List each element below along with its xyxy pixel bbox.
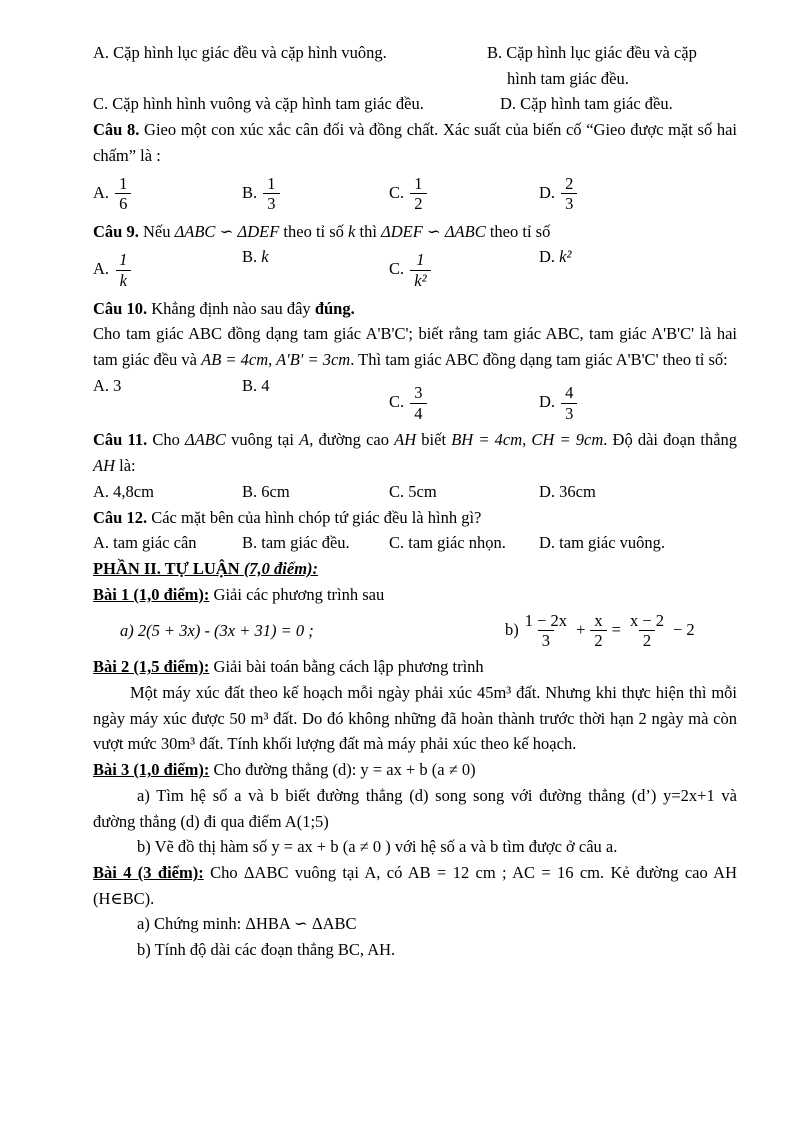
q8-option-a <box>93 174 242 215</box>
fraction <box>410 383 426 424</box>
q12-options <box>93 530 737 556</box>
q9-math: ΔABC ∽ ΔDEF <box>174 222 280 242</box>
q11-option-a: A. 4,8cm <box>93 481 154 501</box>
bai1-equation-a: a) 2(5 + 3x) - (3x + 31) = 0 ; <box>120 620 314 640</box>
numerator: 1 <box>416 250 425 269</box>
q12-option-c: C. tam giác nhọn. <box>389 533 506 553</box>
q9-text: theo tỉ số <box>489 222 551 242</box>
q11-options <box>93 479 737 505</box>
q7-option-b-continued <box>507 66 737 92</box>
bai4-part-a: a) Chứng minh: ΔHBA ∽ ΔABC <box>137 914 357 934</box>
option-text <box>539 383 579 424</box>
minus-term: − 2 <box>673 619 695 639</box>
option-label: A. <box>93 182 110 202</box>
option-text <box>242 247 269 266</box>
q11-text: , <box>522 430 527 450</box>
q11-math: ΔABC <box>185 430 226 450</box>
q10-question <box>93 296 737 322</box>
q11-text: Cho <box>152 430 180 450</box>
section2-points: (7,0 điểm): <box>243 559 319 579</box>
q9-options <box>93 245 737 296</box>
q11-option-b: B. 6cm <box>242 481 290 501</box>
option-label: C. <box>389 182 405 202</box>
fraction <box>626 611 668 652</box>
q12-text: Các mặt bên của hình chóp tứ giác đều là hình gì? <box>151 507 482 527</box>
denominator: 6 <box>115 193 131 214</box>
q10-body <box>93 321 737 372</box>
denominator: 3 <box>561 193 577 214</box>
q8-label: Câu 8. <box>93 120 140 140</box>
q11-text: . Độ dài đoạn thẳng <box>603 430 738 450</box>
bai3-header: Bài 3 (1,0 điểm): <box>93 760 210 780</box>
bai3-part-b: b) Vẽ đồ thị hàm số y = ax + b (a ≠ 0 ) với hệ số a và b tìm được ở câu a. <box>137 837 618 857</box>
q9-math: ΔDEF ∽ ΔABC <box>381 222 486 242</box>
numerator: 2 <box>565 173 574 193</box>
bai2-body: Một máy xúc đất theo kế hoạch mỗi ngày phải xúc 45m³ đất. Nhưng khi thực hiện thì mỗi ngày máy xúc được 50 m³ đất. Do đó không những đã hoàn thành trước thời hạn 2 ngày mà còn vượt mức 30m³ đất. Tính khối lượng đất mà máy phải xúc theo kế hoạch. <box>93 682 737 754</box>
q11-text: vuông tại <box>231 430 294 450</box>
q10-text: Khẳng định nào sau đây <box>151 298 311 318</box>
numerator: 3 <box>414 382 423 402</box>
q10-option-a: A. 3 <box>93 375 122 395</box>
denominator: 2 <box>410 193 426 214</box>
q7-option-d: D. Cặp hình tam giác đều. <box>500 94 673 114</box>
fraction <box>561 383 577 424</box>
q8-option-b <box>242 174 389 215</box>
q12-option-d: D. tam giác vuông. <box>539 533 666 553</box>
fraction <box>115 250 131 291</box>
option-label: B. <box>242 247 258 267</box>
q7-option-b-text: hình tam giác đều. <box>507 68 629 88</box>
q10-option-d <box>539 373 579 423</box>
q11-option-c: C. 5cm <box>389 481 437 501</box>
q10-options <box>93 373 737 428</box>
option-value: k² <box>559 247 572 267</box>
q12-option-a: A. tam giác cân <box>93 533 197 553</box>
option-label: B. <box>242 182 258 202</box>
fraction <box>410 250 430 291</box>
q8-question <box>93 117 737 168</box>
q9-option-d <box>539 247 572 283</box>
bai4-header-line <box>93 860 737 911</box>
q11-text: biết <box>421 430 447 450</box>
denominator: 2 <box>639 630 655 651</box>
bai4-text: Cho ΔABC vuông tại A, có AB = 12 cm ; AC = 16 cm. Kẻ đường cao AH (H∈BC). <box>93 863 738 908</box>
option-label: D. <box>539 247 556 267</box>
numerator: 4 <box>565 382 574 402</box>
q11-label: Câu 11. <box>93 430 148 450</box>
option-label: C. <box>389 259 405 279</box>
q11-math: AH <box>93 456 115 476</box>
denominator: 3 <box>263 193 279 214</box>
section2-title-text: PHẦN II. TỰ LUẬN <box>93 559 240 579</box>
option-text <box>539 247 571 266</box>
section2-title <box>93 559 318 578</box>
q11-math: A <box>299 430 310 450</box>
q11-math: AH <box>394 430 417 450</box>
bai3-part-a: a) Tìm hệ số a và b biết đường thẳng (d) song song với đường thẳng (d’) y=2x+1 và đường thẳng (d) đi qua điểm A(1;5) <box>93 785 737 831</box>
q10-body-text: . Thì tam giác ABC đồng dạng tam giác A'B'C' theo tỉ số: <box>350 350 728 370</box>
q12-option-b: B. tam giác đều. <box>242 533 350 553</box>
q11-option-d: D. 36cm <box>539 481 596 501</box>
q9-option-a <box>93 250 242 291</box>
denominator: k <box>116 270 131 291</box>
q7-option-c: C. Cặp hình hình vuông và cặp hình tam giác đều. <box>93 94 424 114</box>
section2-header <box>93 556 737 582</box>
q9-math: k <box>348 222 356 242</box>
option-text <box>389 383 429 424</box>
bai1-text: Giải các phương trình sau <box>213 584 385 604</box>
option-label: A. <box>93 259 110 279</box>
fraction <box>590 611 606 652</box>
fraction <box>115 174 131 215</box>
denominator: 4 <box>410 403 426 424</box>
bai1-header-line <box>93 582 737 608</box>
numerator: 1 <box>119 173 128 193</box>
q10-body-text: Cho tam giác ABC đồng dạng tam giác A'B'C'; biết rằng tam giác ABC, tam giác A'B'C' là hai tam giác đều và <box>93 324 737 370</box>
option-value: k <box>261 247 269 267</box>
option-label: D. <box>539 182 556 202</box>
option-label: C. <box>389 391 405 411</box>
q8-option-c <box>389 174 539 215</box>
bai4-header: Bài 4 (3 điểm): <box>93 863 204 882</box>
q12-question <box>93 505 737 531</box>
bai4-part-b: b) Tính độ dài các đoạn thẳng BC, AH. <box>137 940 396 960</box>
q9-text: theo tỉ số <box>283 222 344 242</box>
bai2-header: Bài 2 (1,5 điểm): <box>93 657 210 677</box>
bai2-text: Giải bài toán bằng cách lập phương trình <box>213 657 484 677</box>
denominator: 2 <box>590 630 606 651</box>
q9-label: Câu 9. <box>93 222 139 242</box>
q8-text: Gieo một con xúc xắc cân đối và đồng chất. Xác suất của biến cố “Gieo được mặt số hai chấm” là : <box>93 120 738 165</box>
bai3-text: Cho đường thẳng (d): y = ax + b (a ≠ 0) <box>213 760 476 780</box>
q11-math: BH = 4cm <box>451 430 523 450</box>
numerator: 1 − 2x <box>524 610 568 630</box>
fraction <box>561 174 577 215</box>
q11-math: CH = 9cm <box>531 430 604 450</box>
equation-b-label: b) <box>505 619 519 639</box>
numerator: 1 <box>119 250 128 269</box>
denominator: 3 <box>561 403 577 424</box>
q10-math: AB = 4cm, A'B' = 3cm <box>201 350 351 370</box>
fraction <box>410 174 426 215</box>
q10-option-b: B. 4 <box>242 375 270 395</box>
option-label: D. <box>539 391 556 411</box>
numerator: 1 <box>414 173 423 193</box>
q8-option-d <box>539 174 579 215</box>
bai1-equations <box>93 611 737 652</box>
q7-option-a: A. Cặp hình lục giác đều và cặp hình vuông. <box>93 43 387 62</box>
q10-label: Câu 10. <box>93 298 148 318</box>
bai1-equation-b <box>505 611 698 652</box>
q9-question <box>93 219 737 245</box>
q11-text: là: <box>119 456 136 476</box>
denominator: k² <box>410 270 430 291</box>
q9-option-c <box>389 250 539 291</box>
q9-text: thì <box>359 222 377 242</box>
bai1-header: Bài 1 (1,0 điểm): <box>93 584 210 604</box>
bai2-header-line <box>93 654 737 680</box>
equals-operator: = <box>611 619 621 639</box>
q8-options <box>93 169 737 220</box>
q11-question <box>93 427 737 478</box>
q10-bold-word: đúng. <box>314 298 355 318</box>
bai3-header-line <box>93 757 737 783</box>
numerator: x <box>594 610 603 630</box>
q12-label: Câu 12. <box>93 507 148 527</box>
q9-option-b <box>242 247 389 283</box>
q11-text: , đường cao <box>309 430 389 450</box>
numerator: 1 <box>267 173 276 193</box>
q7-options-line2 <box>93 91 737 117</box>
numerator: x − 2 <box>629 610 664 630</box>
q7-options-line1 <box>93 40 737 66</box>
denominator: 3 <box>538 630 554 651</box>
q7-option-b: B. Cặp hình lục giác đều và cặp <box>487 43 697 62</box>
q9-text: Nếu <box>142 222 171 242</box>
plus-operator: + <box>576 619 586 639</box>
fraction <box>263 174 279 215</box>
fraction <box>521 611 571 652</box>
q10-option-c <box>389 373 539 423</box>
